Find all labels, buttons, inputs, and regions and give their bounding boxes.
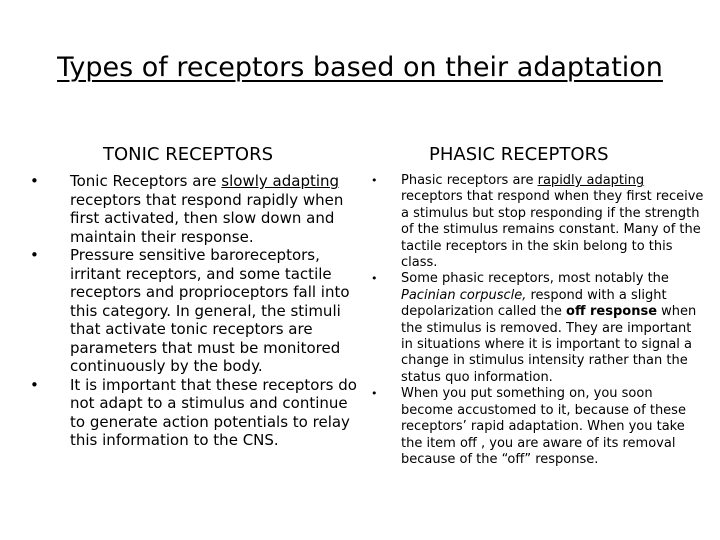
- bullet-icon: •: [371, 174, 378, 187]
- bullet-icon: •: [371, 272, 378, 286]
- list-item: [30, 375, 358, 450]
- bold-term: off response: [566, 304, 658, 320]
- tonic-receptors-heading: TONIC RECEPTORS: [103, 144, 273, 165]
- bullet-icon: •: [30, 172, 39, 190]
- list-item: [30, 172, 358, 246]
- item-text: It is important that these receptors do not adapt to a stimulus and continue to generate action potentials to relay this information to the CNS.: [70, 375, 357, 449]
- list-item: [371, 271, 707, 386]
- italic-term: Pacinian corpuscle,: [401, 287, 527, 303]
- list-item: [371, 173, 707, 271]
- item-text: respond with a slight depolarization called the: [401, 287, 667, 320]
- bullet-icon: •: [371, 387, 378, 401]
- list-item: [371, 386, 707, 468]
- item-text: Tonic Receptors are: [70, 172, 222, 190]
- item-text: Phasic receptors are: [401, 173, 538, 188]
- item-text: when the stimulus is removed. They are important in situations where it is important to signal a change in stimulus intensity rather than the status quo information.: [401, 304, 697, 385]
- bullet-icon: •: [30, 375, 39, 394]
- item-text: receptors that respond when they first receive a stimulus but stop responding if the strength of the stimulus remains constant. Many of the tactile receptors in the skin belong to this class.: [401, 189, 704, 271]
- item-text: When you put something on, you soon become accustomed to it, because of these receptors’ rapid adaptation. When you take the item off , you are aware of its removal because of the “off” response.: [401, 386, 686, 467]
- list-item: [30, 246, 358, 376]
- slide-title: Types of receptors based on their adaptation: [57, 52, 663, 83]
- phasic-receptors-list: [371, 173, 707, 468]
- item-text: Some phasic receptors, most notably the: [401, 271, 669, 287]
- item-text: Pressure sensitive baroreceptors, irritant receptors, and some tactile receptors and proprioceptors fall into this category. In general, the stimuli that activate tonic receptors are parameters that must be monitored continuously by the body.: [70, 246, 350, 375]
- tonic-receptors-list: [30, 172, 358, 450]
- bullet-icon: •: [30, 246, 39, 264]
- phasic-receptors-heading: PHASIC RECEPTORS: [429, 144, 609, 165]
- underlined-term: rapidly adapting: [537, 173, 645, 188]
- item-text: receptors that respond rapidly when first activated, then slow down and maintain their response.: [70, 190, 344, 246]
- underlined-term: slowly adapting: [221, 172, 340, 190]
